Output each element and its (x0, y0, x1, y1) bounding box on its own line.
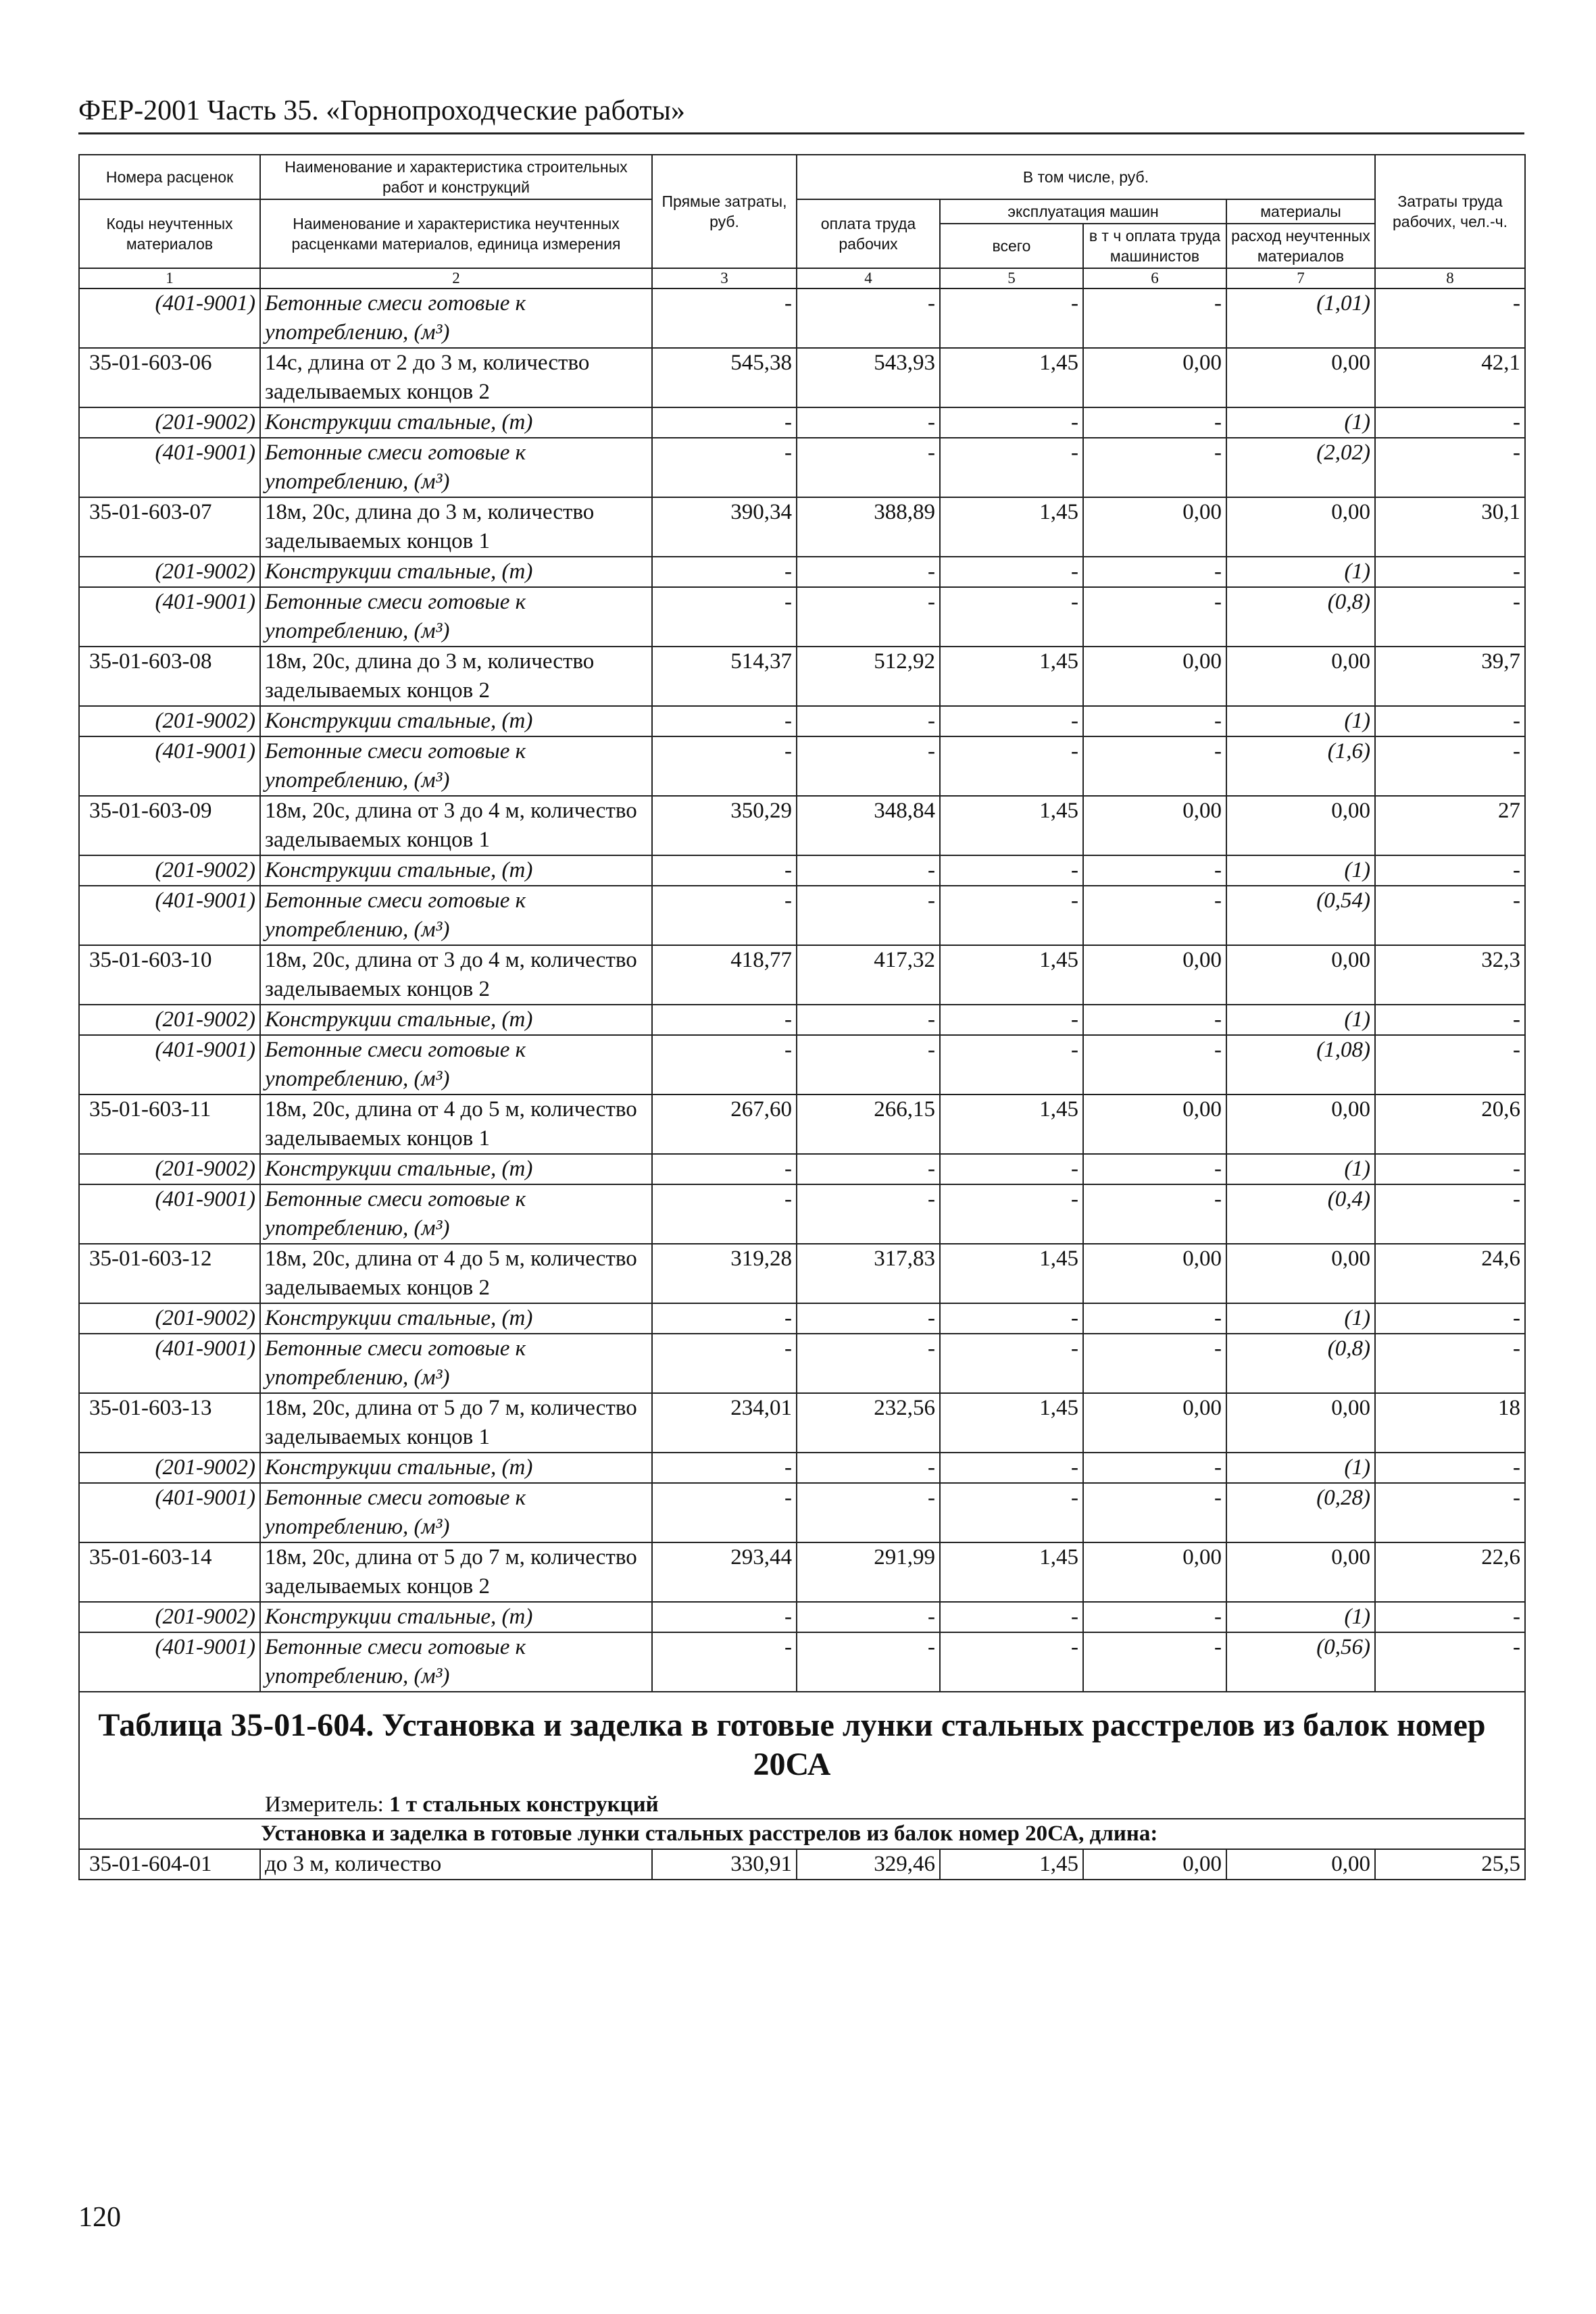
rate-row (79, 796, 1525, 855)
table2-title: Таблица 35-01-604. Установка и заделка в готовые лунки стальных расстрелов из балок номер 20СА (98, 1707, 1486, 1782)
material-dash: - (1375, 1184, 1525, 1244)
material-row (79, 407, 1525, 438)
rate-machinist-pay: 0,00 (1083, 497, 1226, 557)
material-name: Конструкции стальные, (т) (260, 407, 652, 438)
material-name: Бетонные смеси готовые к употреблению, (м³) (260, 1334, 652, 1393)
rate-machine-total: 1,45 (940, 647, 1083, 706)
material-row (79, 1184, 1525, 1244)
material-dash: - (1375, 1005, 1525, 1035)
rate-direct-cost: 545,38 (652, 348, 797, 407)
rate-labor-pay: 388,89 (797, 497, 940, 557)
material-dash: - (940, 1005, 1083, 1035)
material-code: (201-9002) (79, 1154, 260, 1184)
material-dash: - (1375, 438, 1525, 497)
material-row (79, 587, 1525, 647)
rates-table-wrap (78, 154, 1524, 1880)
material-dash: - (652, 1632, 797, 1692)
rate-row (79, 1393, 1525, 1453)
measure-value: 1 т стальных конструкций (389, 1792, 659, 1817)
material-quantity: (0,28) (1226, 1483, 1375, 1542)
rate-row (79, 945, 1525, 1005)
material-dash: - (1083, 1184, 1226, 1244)
material-code: (201-9002) (79, 1005, 260, 1035)
material-dash: - (797, 855, 940, 886)
col-number: 7 (1226, 268, 1375, 288)
rate-description: 18м, 20с, длина от 3 до 4 м, количество заделываемых концов 1 (260, 796, 652, 855)
material-quantity: (1,08) (1226, 1035, 1375, 1095)
header-rule (78, 132, 1524, 134)
material-dash: - (1083, 736, 1226, 796)
rate-machine-total: 1,45 (940, 1393, 1083, 1453)
material-quantity: (1) (1226, 557, 1375, 587)
material-name: Конструкции стальные, (т) (260, 855, 652, 886)
rate-labor-pay: 266,15 (797, 1095, 940, 1154)
materials-header: материалы (1226, 199, 1375, 224)
material-name: Конструкции стальные, (т) (260, 1303, 652, 1334)
material-code: (201-9002) (79, 855, 260, 886)
rate-machine-total: 1,45 (940, 1095, 1083, 1154)
material-dash: - (652, 1184, 797, 1244)
material-quantity: (0,56) (1226, 1632, 1375, 1692)
material-dash: - (1375, 1154, 1525, 1184)
material-dash: - (940, 1632, 1083, 1692)
material-code: (401-9001) (79, 1632, 260, 1692)
rate-labor-hours: 25,5 (1375, 1849, 1525, 1880)
rate-code: 35-01-603-07 (79, 497, 260, 557)
rates-table (78, 154, 1526, 1880)
rate-direct-cost: 418,77 (652, 945, 797, 1005)
col-number: 4 (797, 268, 940, 288)
material-name: Конструкции стальные, (т) (260, 1453, 652, 1483)
rate-machine-total: 1,45 (940, 796, 1083, 855)
material-dash: - (797, 438, 940, 497)
rate-description: 18м, 20с, длина до 3 м, количество заделываемых концов 1 (260, 497, 652, 557)
material-name: Конструкции стальные, (т) (260, 706, 652, 736)
material-dash: - (652, 557, 797, 587)
material-name: Бетонные смеси готовые к употреблению, (м³) (260, 1483, 652, 1542)
material-c4: - (797, 288, 940, 348)
material-dash: - (1083, 706, 1226, 736)
material-code: (401-9001) (79, 886, 260, 945)
material-dash: - (1083, 1303, 1226, 1334)
material-code: (201-9002) (79, 407, 260, 438)
material-dash: - (797, 1483, 940, 1542)
material-dash: - (1375, 886, 1525, 945)
rate-description: до 3 м, количество (260, 1849, 652, 1880)
rate-direct-cost: 267,60 (652, 1095, 797, 1154)
material-dash: - (797, 557, 940, 587)
material-dash: - (797, 1303, 940, 1334)
material-dash: - (652, 855, 797, 886)
material-dash: - (1375, 1602, 1525, 1632)
rate-machine-total: 1,45 (940, 497, 1083, 557)
col-number: 1 (79, 268, 260, 288)
material-row (79, 706, 1525, 736)
rate-labor-hours: 32,3 (1375, 945, 1525, 1005)
material-code: (201-9002) (79, 706, 260, 736)
rate-code: 35-01-603-14 (79, 1542, 260, 1602)
col-number: 5 (940, 268, 1083, 288)
material-row (79, 438, 1525, 497)
rate-direct-cost: 350,29 (652, 796, 797, 855)
rate-machinist-pay: 0,00 (1083, 1542, 1226, 1602)
material-c6: - (1083, 288, 1226, 348)
rate-machine-total: 1,45 (940, 945, 1083, 1005)
material-row (79, 1035, 1525, 1095)
col8-header: Затраты труда рабочих, чел.-ч. (1375, 155, 1525, 268)
material-dash: - (1083, 886, 1226, 945)
material-quantity: (1) (1226, 1453, 1375, 1483)
material-quantity: (0,54) (1226, 886, 1375, 945)
material-row (79, 736, 1525, 796)
rate-direct-cost: 234,01 (652, 1393, 797, 1453)
rate-machinist-pay: 0,00 (1083, 1393, 1226, 1453)
material-quantity: (1) (1226, 706, 1375, 736)
rate-labor-hours: 18 (1375, 1393, 1525, 1453)
rate-row (79, 647, 1525, 706)
material-dash: - (652, 706, 797, 736)
material-dash: - (652, 886, 797, 945)
col-number: 8 (1375, 268, 1525, 288)
rate-machinist-pay: 0,00 (1083, 1849, 1226, 1880)
material-name: Конструкции стальные, (т) (260, 1602, 652, 1632)
material-code: (401-9001) (79, 1035, 260, 1095)
material-quantity: (1) (1226, 1303, 1375, 1334)
rate-machinist-pay: 0,00 (1083, 348, 1226, 407)
material-dash: - (1083, 1632, 1226, 1692)
material-dash: - (652, 438, 797, 497)
material-row (79, 1453, 1525, 1483)
material-name: Бетонные смеси готовые к употреблению, (м³) (260, 886, 652, 945)
rate-direct-cost: 514,37 (652, 647, 797, 706)
table2-section-title: Установка и заделка в готовые лунки стальных расстрелов из балок номер 20СА, длина: (79, 1819, 1525, 1849)
rate-labor-pay: 512,92 (797, 647, 940, 706)
material-dash: - (797, 1184, 940, 1244)
rate-machinist-pay: 0,00 (1083, 945, 1226, 1005)
material-c8: - (1375, 288, 1525, 348)
material-dash: - (1375, 1035, 1525, 1095)
rate-labor-pay: 291,99 (797, 1542, 940, 1602)
material-dash: - (1375, 855, 1525, 886)
rate-code: 35-01-603-10 (79, 945, 260, 1005)
material-dash: - (1375, 736, 1525, 796)
material-name: Бетонные смеси готовые к употреблению, (м³) (260, 438, 652, 497)
rate-labor-pay: 329,46 (797, 1849, 940, 1880)
rate-labor-hours: 20,6 (1375, 1095, 1525, 1154)
material-c5: - (940, 288, 1083, 348)
material-dash: - (1083, 1602, 1226, 1632)
rate-labor-pay: 417,32 (797, 945, 940, 1005)
col-number: 6 (1083, 268, 1226, 288)
col4-header: оплата труда рабочих (797, 199, 940, 268)
col-number: 3 (652, 268, 797, 288)
rate-labor-hours: 39,7 (1375, 647, 1525, 706)
material-dash: - (1375, 1453, 1525, 1483)
group-header: В том числе, руб. (797, 155, 1375, 199)
material-dash: - (1083, 1483, 1226, 1542)
material-row (79, 1632, 1525, 1692)
material-dash: - (940, 1154, 1083, 1184)
material-row (79, 855, 1525, 886)
material-dash: - (940, 736, 1083, 796)
rate-labor-hours: 42,1 (1375, 348, 1525, 407)
rate-machine-total: 1,45 (940, 1244, 1083, 1303)
rate-description: 18м, 20с, длина от 4 до 5 м, количество заделываемых концов 1 (260, 1095, 652, 1154)
material-dash: - (1375, 1483, 1525, 1542)
material-name: Бетонные смеси готовые к употреблению, (м³) (260, 587, 652, 647)
material-dash: - (1083, 587, 1226, 647)
material-quantity: (1) (1226, 1005, 1375, 1035)
material-dash: - (1083, 1453, 1226, 1483)
rate-materials: 0,00 (1226, 647, 1375, 706)
material-dash: - (940, 557, 1083, 587)
material-dash: - (1375, 407, 1525, 438)
material-dash: - (652, 1602, 797, 1632)
material-dash: - (940, 1453, 1083, 1483)
rate-description: 18м, 20с, длина до 3 м, количество заделываемых концов 2 (260, 647, 652, 706)
material-dash: - (652, 1035, 797, 1095)
table2-rate-row (79, 1849, 1525, 1880)
page-number: 120 (78, 2202, 121, 2233)
material-code: (201-9002) (79, 1602, 260, 1632)
material-dash: - (797, 1334, 940, 1393)
col6-header: в т ч оплата труда машинистов (1083, 224, 1226, 268)
rate-materials: 0,00 (1226, 1095, 1375, 1154)
rate-row (79, 1095, 1525, 1154)
rate-row (79, 1542, 1525, 1602)
material-dash: - (1083, 438, 1226, 497)
material-dash: - (1083, 557, 1226, 587)
material-dash: - (940, 1334, 1083, 1393)
material-dash: - (652, 1005, 797, 1035)
material-row (79, 557, 1525, 587)
material-dash: - (940, 855, 1083, 886)
rate-code: 35-01-603-11 (79, 1095, 260, 1154)
col3-header: Прямые затраты, руб. (652, 155, 797, 268)
material-quantity: (0,4) (1226, 1184, 1375, 1244)
material-dash: - (940, 1602, 1083, 1632)
material-dash: - (652, 1334, 797, 1393)
material-code: (401-9001) (79, 1483, 260, 1542)
material-dash: - (797, 587, 940, 647)
rate-materials: 0,00 (1226, 1849, 1375, 1880)
material-code: (401-9001) (79, 288, 260, 348)
table2-title-row (79, 1692, 1525, 1819)
material-row (79, 1154, 1525, 1184)
material-dash: - (797, 1154, 940, 1184)
rate-machine-total: 1,45 (940, 1542, 1083, 1602)
rate-description: 18м, 20с, длина от 4 до 5 м, количество заделываемых концов 2 (260, 1244, 652, 1303)
material-code: (201-9002) (79, 557, 260, 587)
rate-labor-pay: 348,84 (797, 796, 940, 855)
rate-materials: 0,00 (1226, 348, 1375, 407)
rate-materials: 0,00 (1226, 796, 1375, 855)
rate-labor-hours: 30,1 (1375, 497, 1525, 557)
material-dash: - (797, 407, 940, 438)
rate-materials: 0,00 (1226, 497, 1375, 557)
material-dash: - (940, 438, 1083, 497)
material-dash: - (940, 706, 1083, 736)
rate-description: 18м, 20с, длина от 3 до 4 м, количество заделываемых концов 2 (260, 945, 652, 1005)
rate-machinist-pay: 0,00 (1083, 647, 1226, 706)
col7-header: расход неучтенных материалов (1226, 224, 1375, 268)
rate-materials: 0,00 (1226, 1393, 1375, 1453)
material-name: Бетонные смеси готовые к употреблению, (м³) (260, 288, 652, 348)
material-quantity: (1) (1226, 855, 1375, 886)
material-dash: - (1375, 1632, 1525, 1692)
rate-code: 35-01-603-06 (79, 348, 260, 407)
material-dash: - (940, 407, 1083, 438)
material-code: (201-9002) (79, 1303, 260, 1334)
material-dash: - (1375, 557, 1525, 587)
rate-direct-cost: 319,28 (652, 1244, 797, 1303)
material-dash: - (652, 1483, 797, 1542)
rate-machinist-pay: 0,00 (1083, 1244, 1226, 1303)
rate-labor-hours: 27 (1375, 796, 1525, 855)
material-name: Бетонные смеси готовые к употреблению, (м³) (260, 736, 652, 796)
rate-description: 14с, длина от 2 до 3 м, количество заделываемых концов 2 (260, 348, 652, 407)
rate-description: 18м, 20с, длина от 5 до 7 м, количество заделываемых концов 1 (260, 1393, 652, 1453)
material-dash: - (1083, 1154, 1226, 1184)
rate-labor-hours: 22,6 (1375, 1542, 1525, 1602)
rate-machinist-pay: 0,00 (1083, 1095, 1226, 1154)
rate-materials: 0,00 (1226, 1542, 1375, 1602)
rate-materials: 0,00 (1226, 945, 1375, 1005)
material-dash: - (940, 1303, 1083, 1334)
material-dash: - (1083, 855, 1226, 886)
material-dash: - (1375, 706, 1525, 736)
material-dash: - (940, 1035, 1083, 1095)
rate-direct-cost: 330,91 (652, 1849, 797, 1880)
material-row (79, 1602, 1525, 1632)
material-code: (401-9001) (79, 736, 260, 796)
material-dash: - (797, 1035, 940, 1095)
rate-code: 35-01-604-01 (79, 1849, 260, 1880)
col1-top-header: Номера расценок (79, 155, 260, 199)
rate-labor-pay: 317,83 (797, 1244, 940, 1303)
rate-machine-total: 1,45 (940, 1849, 1083, 1880)
material-dash: - (797, 706, 940, 736)
col-number: 2 (260, 268, 652, 288)
rate-code: 35-01-603-09 (79, 796, 260, 855)
material-dash: - (1375, 1334, 1525, 1393)
rate-code: 35-01-603-08 (79, 647, 260, 706)
material-code: (401-9001) (79, 438, 260, 497)
material-dash: - (1083, 1005, 1226, 1035)
material-dash: - (652, 1453, 797, 1483)
material-quantity: (0,8) (1226, 587, 1375, 647)
material-dash: - (940, 886, 1083, 945)
material-c7: (1,01) (1226, 288, 1375, 348)
col5-header: всего (940, 224, 1083, 268)
rate-machine-total: 1,45 (940, 348, 1083, 407)
measure-label: Измеритель: (265, 1792, 390, 1817)
material-dash: - (940, 587, 1083, 647)
material-row (79, 1005, 1525, 1035)
rate-labor-hours: 24,6 (1375, 1244, 1525, 1303)
material-dash: - (797, 886, 940, 945)
material-quantity: (1) (1226, 1602, 1375, 1632)
material-dash: - (1375, 1303, 1525, 1334)
material-dash: - (652, 407, 797, 438)
material-dash: - (1083, 1035, 1226, 1095)
material-row (79, 1483, 1525, 1542)
material-dash: - (1375, 587, 1525, 647)
material-quantity: (2,02) (1226, 438, 1375, 497)
material-dash: - (797, 1453, 940, 1483)
rate-row (79, 497, 1525, 557)
rate-materials: 0,00 (1226, 1244, 1375, 1303)
material-quantity: (0,8) (1226, 1334, 1375, 1393)
table2-section-row (79, 1819, 1525, 1849)
rate-code: 35-01-603-13 (79, 1393, 260, 1453)
material-row (79, 1334, 1525, 1393)
rate-direct-cost: 293,44 (652, 1542, 797, 1602)
table2-title-cell (79, 1692, 1525, 1819)
material-name: Бетонные смеси готовые к употреблению, (м³) (260, 1035, 652, 1095)
material-name: Бетонные смеси готовые к употреблению, (м³) (260, 1632, 652, 1692)
material-name: Конструкции стальные, (т) (260, 1154, 652, 1184)
rate-code: 35-01-603-12 (79, 1244, 260, 1303)
lead-material-row (79, 288, 1525, 348)
material-row (79, 886, 1525, 945)
rate-row (79, 1244, 1525, 1303)
material-dash: - (797, 1005, 940, 1035)
page-header: ФЕР-2001 Часть 35. «Горнопроходческие работы» (78, 95, 685, 126)
rate-direct-cost: 390,34 (652, 497, 797, 557)
column-numbers-row (79, 268, 1525, 288)
material-quantity: (1,6) (1226, 736, 1375, 796)
material-code: (401-9001) (79, 1184, 260, 1244)
material-name: Бетонные смеси готовые к употреблению, (м³) (260, 1184, 652, 1244)
rate-labor-pay: 543,93 (797, 348, 940, 407)
material-dash: - (652, 736, 797, 796)
rate-description: 18м, 20с, длина от 5 до 7 м, количество заделываемых концов 2 (260, 1542, 652, 1602)
col1-bottom-header: Коды неучтенных материалов (79, 199, 260, 268)
material-dash: - (652, 1303, 797, 1334)
material-name: Конструкции стальные, (т) (260, 1005, 652, 1035)
material-dash: - (797, 1602, 940, 1632)
material-dash: - (940, 1184, 1083, 1244)
material-code: (401-9001) (79, 587, 260, 647)
material-quantity: (1) (1226, 407, 1375, 438)
exploitation-header: эксплуатация машин (940, 199, 1226, 224)
material-dash: - (1083, 407, 1226, 438)
material-name: Конструкции стальные, (т) (260, 557, 652, 587)
material-dash: - (652, 587, 797, 647)
table2-measure (84, 1791, 1520, 1818)
material-code: (401-9001) (79, 1334, 260, 1393)
material-dash: - (652, 1154, 797, 1184)
rate-row (79, 348, 1525, 407)
rate-labor-pay: 232,56 (797, 1393, 940, 1453)
material-code: (201-9002) (79, 1453, 260, 1483)
rate-machinist-pay: 0,00 (1083, 796, 1226, 855)
material-c3: - (652, 288, 797, 348)
col2-bottom-header: Наименование и характеристика неучтенных расценками материалов, единица измерения (260, 199, 652, 268)
material-row (79, 1303, 1525, 1334)
material-dash: - (797, 1632, 940, 1692)
col2-top-header: Наименование и характеристика строительных работ и конструкций (260, 155, 652, 199)
material-dash: - (940, 1483, 1083, 1542)
material-dash: - (797, 736, 940, 796)
material-dash: - (1083, 1334, 1226, 1393)
material-quantity: (1) (1226, 1154, 1375, 1184)
